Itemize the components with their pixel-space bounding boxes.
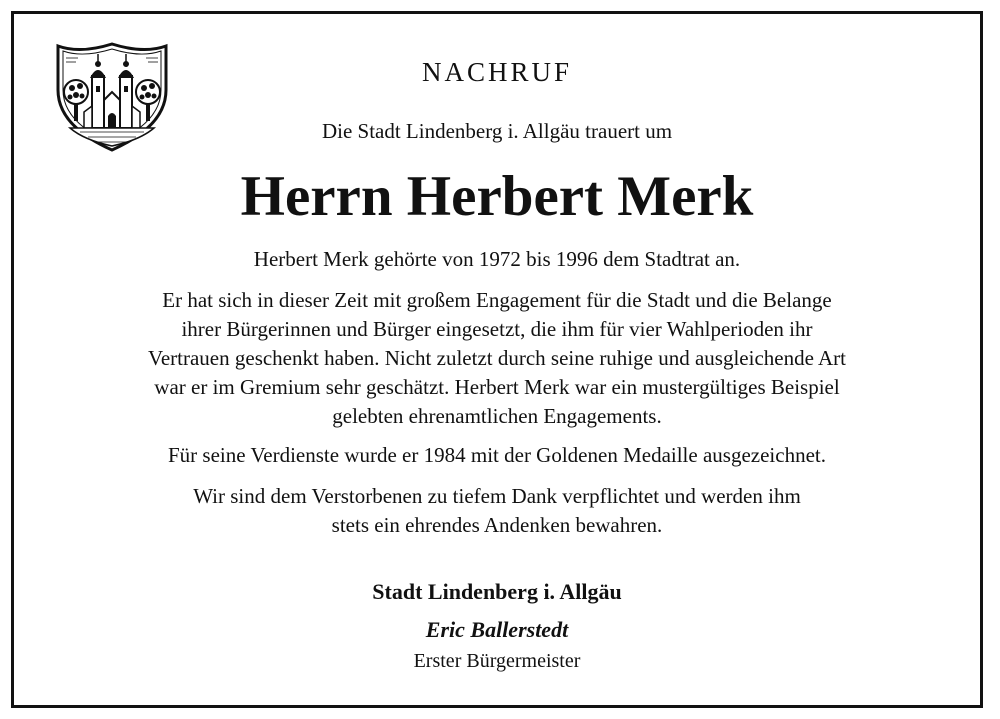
notice-heading: NACHRUF [421,57,573,87]
text-line: war er im Gremium sehr geschätzt. Herbert Merk war ein mustergültiges Beispiel [154,375,840,399]
text-line: Er hat sich in dieser Zeit mit großem Engagement für die Stadt und die Belange [162,288,832,312]
text-line: ihrer Bürgerinnen und Bürger eingesetzt, die ihm für vier Wahlperioden ihr [181,317,813,341]
deceased-name: Herrn Herbert Merk [240,165,754,228]
paragraph-engagement [14,286,980,431]
signature-signer: Eric Ballerstedt [425,617,569,642]
text-line: gelebten ehrenamtlichen Engagements. [332,404,662,428]
paragraph-gratitude [14,482,980,540]
text-line: Vertrauen geschenkt haben. Nicht zuletzt durch seine ruhige und ausgleichende Art [148,346,846,370]
text-line: Wir sind dem Verstorbenen zu tiefem Dank verpflichtet und werden ihm [193,484,801,508]
text-line: Herbert Merk gehörte von 1972 bis 1996 dem Stadtrat an. [253,247,741,271]
signature-organization: Stadt Lindenberg i. Allgäu [372,579,622,604]
text-line: Für seine Verdienste wurde er 1984 mit der Goldenen Medaille ausgezeichnet. [168,443,826,467]
text-line: stets ein ehrendes Andenken bewahren. [331,513,663,537]
paragraph-award [14,441,980,470]
signature-role: Erster Bürgermeister [413,650,581,672]
paragraph-service [14,245,980,274]
intro-line: Die Stadt Lindenberg i. Allgäu trauert um [321,119,673,143]
